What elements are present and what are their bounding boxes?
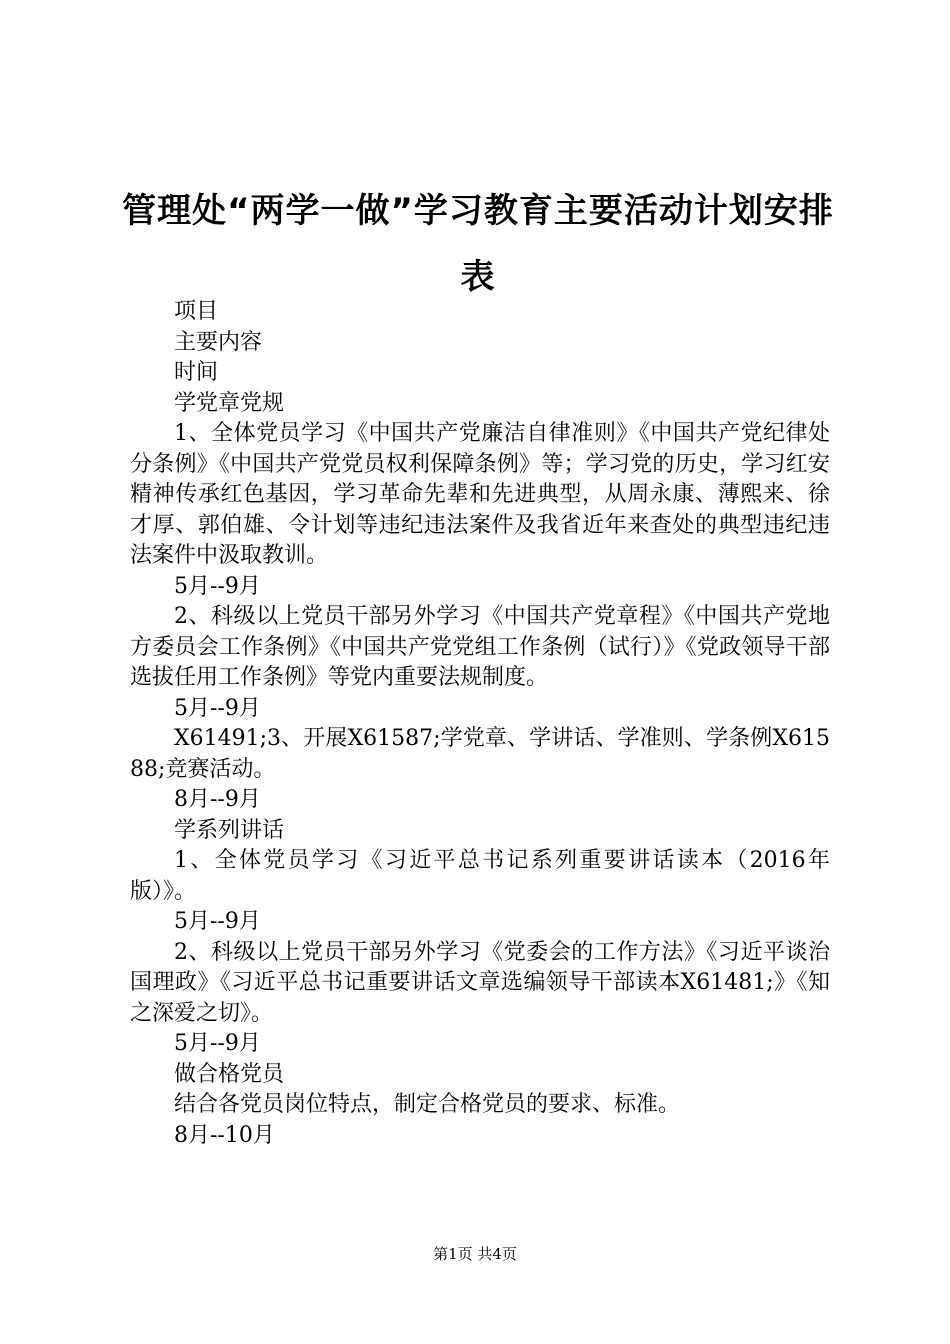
paragraph-header-item: 项目 (174, 299, 219, 324)
paragraph-header-time: 时间 (174, 360, 219, 385)
paragraph-header-content: 主要内容 (174, 329, 263, 355)
paragraph-item: 2、科级以上党员干部另外学习《中国共产党章程》《中国共产党地方委员会工作条例》《中国共产党党组工作条例（试行）》《党政领导干部选拔任用工作条例》等党内重要法规制度。 (130, 604, 830, 690)
paragraph-section-party-rules: 学党章党规 (174, 390, 285, 416)
document-body (130, 297, 830, 1151)
paragraph-item: 1、全体党员学习《中国共产党廉洁自律准则》《中国共产党纪律处分条例》《中国共产党党员权利保障条例》等；学习党的历史，学习红安精神传承红色基因，学习革命先辈和先进典型，从周永康、薄熙来、徐才厚、郭伯雄、令计划等违纪违法案件及我省近年来查处的典型违纪违法案件中汲取教训。 (130, 421, 830, 568)
paragraph-item: 结合各党员岗位特点，制定合格党员的要求、标准。 (174, 1092, 681, 1117)
paragraph-time: 8月--9月 (174, 787, 261, 812)
paragraph-time: 5月--9月 (174, 1031, 261, 1056)
paragraph-time: 5月--9月 (174, 573, 261, 599)
paragraph-item: 2、科级以上党员干部另外学习《党委会的工作方法》《习近平谈治国理政》《习近平总书记重要讲话文章选编领导干部读本X61481;》《知之深爱之切》。 (130, 939, 830, 1026)
paragraph-item: X61491;3、开展X61587;学党章、学讲话、学准则、学条例X61588;竞赛活动。 (130, 726, 830, 782)
paragraph-section-speeches: 学系列讲话 (174, 817, 285, 843)
page-title: 管理处“两学一做”学习教育主要活动计划安排表 (122, 191, 834, 297)
page-footer (0, 1243, 950, 1265)
paragraph-section-qualified-member: 做合格党员 (174, 1061, 285, 1087)
page-number: 第1页 共4页 (433, 1245, 517, 1263)
paragraph-item: 1、全体党员学习《习近平总书记系列重要讲话读本（2016年版）》。 (130, 848, 830, 904)
paragraph-time: 5月--9月 (174, 909, 261, 934)
paragraph-time: 5月--9月 (174, 695, 261, 721)
paragraph-time: 8月--10月 (174, 1122, 275, 1148)
